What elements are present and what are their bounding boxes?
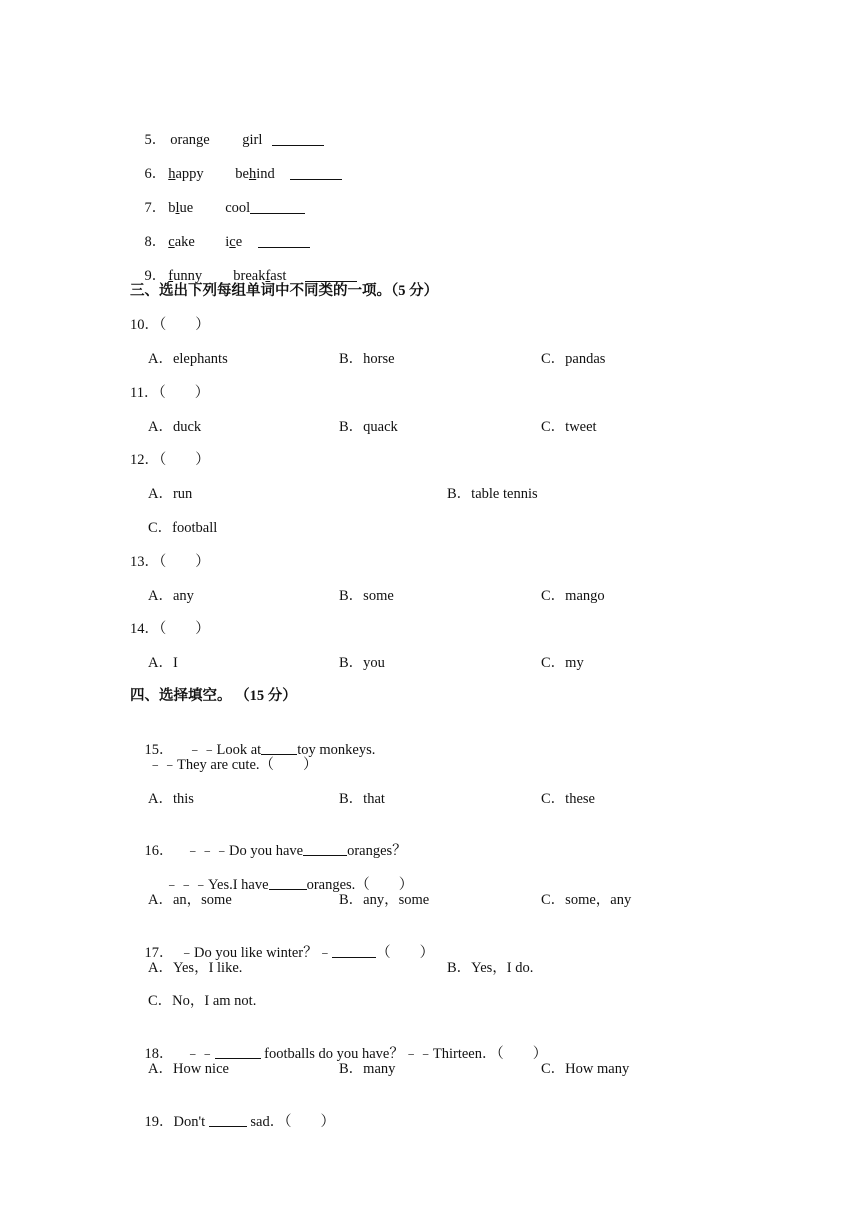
word-1: blue [168, 200, 194, 216]
question-15-reply: ﹣﹣They are cute.（ ） [148, 757, 318, 773]
question-17-stem: 17． ﹣Do you like winter？﹣ （ ） [144, 945, 435, 961]
q13-option-b[interactable]: B．some [339, 588, 394, 604]
q12-option-a[interactable]: A．run [148, 486, 193, 502]
q13-option-a[interactable]: A．any [148, 588, 194, 604]
question-13-stem: 13．（ ） [130, 554, 210, 570]
q12-option-b[interactable]: B．table tennis [447, 486, 538, 502]
question-12-stem: 12．（ ） [130, 452, 210, 468]
word-1: happy [168, 166, 204, 182]
q15-option-a[interactable]: A．this [148, 791, 194, 807]
question-6: 6． happy behind [130, 147, 342, 201]
question-10-stem: 10．（ ） [130, 317, 210, 333]
answer-blank[interactable] [209, 1112, 247, 1127]
section-3-heading: 三、选出下列每组单词中不同类的一项。（5 分） [130, 283, 439, 299]
word-2: behind [235, 166, 275, 182]
question-7: 7． blue cool [130, 181, 305, 235]
q10-option-a[interactable]: A．elephants [148, 351, 228, 367]
answer-blank[interactable] [272, 131, 324, 146]
answer-blank[interactable] [332, 943, 376, 958]
word-2: breakfast [233, 268, 287, 284]
question-11-stem: 11．（ ） [130, 385, 210, 401]
q13-option-c[interactable]: C．mango [541, 588, 605, 604]
answer-blank[interactable] [258, 233, 310, 248]
answer-blank[interactable] [303, 841, 347, 856]
q18-option-c[interactable]: C．How many [541, 1061, 630, 1077]
question-9: 9． funny breakfast [130, 249, 357, 303]
q16-option-a[interactable]: A．an，some [148, 892, 232, 908]
question-16-reply: ﹣﹣﹣Yes.I have oranges.（ ） [164, 877, 414, 893]
question-14-stem: 14．（ ） [130, 621, 210, 637]
q15-option-c[interactable]: C．these [541, 791, 595, 807]
word-2: ice [225, 234, 243, 250]
answer-blank[interactable] [261, 740, 297, 755]
answer-blank[interactable] [250, 199, 305, 214]
answer-blank[interactable] [269, 875, 307, 890]
q18-option-a[interactable]: A．How nice [148, 1061, 229, 1077]
answer-blank[interactable] [290, 165, 342, 180]
answer-blank[interactable] [305, 267, 357, 282]
q10-option-c[interactable]: C．pandas [541, 351, 606, 367]
q15-option-b[interactable]: B．that [339, 791, 385, 807]
question-5: 5． orange girl [130, 113, 324, 167]
q11-option-c[interactable]: C．tweet [541, 419, 597, 435]
q14-option-a[interactable]: A．I [148, 655, 178, 671]
q11-option-a[interactable]: A．duck [148, 419, 202, 435]
q14-option-c[interactable]: C．my [541, 655, 584, 671]
q10-option-b[interactable]: B．horse [339, 351, 395, 367]
q17-option-b[interactable]: B．Yes，I do. [447, 960, 534, 976]
q14-option-b[interactable]: B．you [339, 655, 385, 671]
q11-option-b[interactable]: B．quack [339, 419, 398, 435]
question-8: 8． cake ice [130, 215, 310, 269]
q12-option-c[interactable]: C．football [148, 520, 218, 536]
word-1: orange [170, 132, 210, 148]
q16-option-b[interactable]: B．any，some [339, 892, 430, 908]
question-18-stem: 18． ﹣﹣ footballs do you have？﹣﹣Thirteen．（ ） [144, 1046, 548, 1062]
q16-option-c[interactable]: C．some，any [541, 892, 632, 908]
word-2: cool [225, 200, 251, 216]
q17-option-a[interactable]: A．Yes，I like. [148, 960, 243, 976]
word-2: girl [242, 132, 263, 148]
question-15-stem: 15． ﹣﹣Look at toy monkeys. [144, 742, 376, 758]
question-19-stem: 19．Don't sad．（ ） [144, 1114, 335, 1130]
answer-blank[interactable] [215, 1044, 261, 1059]
word-1: cake [168, 234, 195, 250]
section-4-heading: 四、选择填空。 （15 分） [130, 688, 297, 704]
question-16-stem: 16． ﹣﹣﹣Do you have oranges？ [144, 843, 407, 859]
q17-option-c[interactable]: C．No，I am not. [148, 993, 257, 1009]
word-1: funny [168, 268, 203, 284]
q18-option-b[interactable]: B．many [339, 1061, 396, 1077]
